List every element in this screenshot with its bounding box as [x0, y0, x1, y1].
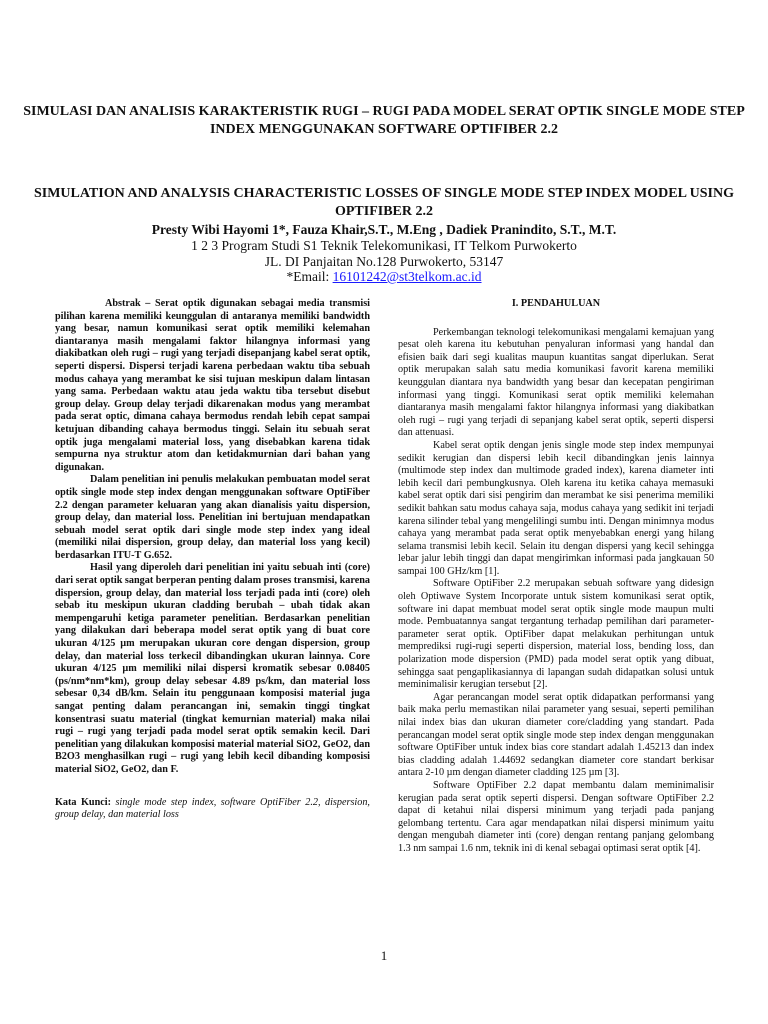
keywords	[55, 797, 370, 822]
email-label: *Email:	[286, 269, 330, 284]
affiliation: 1 2 3 Program Studi S1 Teknik Telekomunikasi, IT Telkom Purwokerto	[191, 238, 577, 253]
intro-paragraph: Agar perancangan model serat optik didapatkan performansi yang baik maka perlu memastikan nilai parameter yang sesuai, seperti pemilihan nilai index bias dan ukuran diameter core/cladding yang standart. Pada perancangan model serat optik single mode step index dengan menggunakan software OptiFiber untuk index bias core standart adalah 1.45213 dan index bias cladding adalah 1.44692 sedangkan diameter core standart berkisar antara 2-10 µm dengan diameter cladding 125 µm [3].	[398, 691, 714, 779]
address: JL. DI Panjaitan No.128 Purwokerto, 53147	[264, 254, 504, 269]
intro-paragraph: Perkembangan teknologi telekomunikasi mengalami kemajuan yang pesat oleh karena itu kebutuhan penyaluran informasi yang handal dan efisien baik dari segi kualitas maupun kuantitas sangat diperlukan. Serat optik merupakan salah satu media komunikasi favorit karena memiliki keunggulan diantara nya bandwidth yang besar dan kecepatan pengiriman informasi yang tinggi. Komunikasi serat optik memiliki kelemahan diantaranya masih mengalami faktor hilangnya informasi yang diakibatkan oleh rugi – rugi yang terjadi di sepanjang kabel serat optik, seperti dispersi dan attenuasi.	[398, 326, 714, 439]
intro-paragraph: Software OptiFiber 2.2 dapat membantu dalam meminimalisir kerugian pada serat optik seperti dispersi. Dengan software OptiFiber 2.2 dapat di ketahui nilai dispersi minimum yang terjadi pada panjang gelombang tertentu. Cara agar mendapatkan nilai dispersi minimum yaitu dengan mengubah diameter inti (core) dengan rentang panjang gelombang 1.3 nm sampai 1.6 nm, teknik ini di kenal sebagai optimasi serat optik [4].	[398, 779, 714, 854]
intro-paragraph: Software OptiFiber 2.2 merupakan sebuah software yang didesign oleh Optiwave System Incorporate untuk sistem komunikasi serat optik, software ini dapat membuat model serat optik single mode maupun multi mode. Pembuatannya sangat tergantung terhadap pemilihan dari parameter-parameter serat optik. OptiFiber dapat melakukan perhitungan untuk memprediksi rugi-rugi seperti dispersion, material loss, bending loss, dan polarization mode dispersion (PMD) pada model serat optik yang dibuat, sehingga saat pengaplikasiannya di lapangan sudah didapatkan solusi untuk meminimalisir kerugian tersebut [2].	[398, 578, 714, 691]
abstract-paragraph: Dalam penelitian ini penulis melakukan pembuatan model serat optik single mode step index dengan menggunakan software OptiFiber 2.2 dengan parameter keluaran yang akan dianalisis yaitu dispersion, group delay, dan material loss. Penelitian ini bertujuan mendapatkan sebuah model serat optik dari single mode step index yang ideal (memiliki nilai dispersion, group delay, dan material loss yang kecil) berdasarkan ITU-T G.652.	[55, 474, 370, 561]
intro-paragraph: Kabel serat optik dengan jenis single mode step index mempunyai sedikit kerugian dan dispersi lebih kecil dibandingkan jenis lainnya (multimode step index dan multimode graded index), karena diameter inti lebih kecil dari pembungkusnya. Oleh karena itu ketika cahaya memasuki kabel serat optik dari sisi pengirim dan merambat ke sisi penerima memiliki sedikit bahkan satu modus cahaya saja, modus cahaya yang sedikit ini terjadi karena silinder tebal yang mengelilingi sumbu inti. Dengan minimnya modus cahaya yang merambat pada serat optik menyebabkan energi yang hilang selama transmisi lebih kecil. Selain itu dengan dispersi yang kecil sehingga lebar jalur lebih tinggi dan dapat mengirimkan informasi pada jangkauan 50 sampai 100 GHz/km [1].	[398, 439, 714, 577]
authors: Presty Wibi Hayomi 1*, Fauza Khair,S.T., M.Eng , Dadiek Pranindito, S.T., M.T.	[151, 222, 617, 237]
page-number: 1	[380, 948, 388, 963]
section-title: I. PENDAHULUAN	[511, 298, 601, 309]
email-link[interactable]: 16101242@st3telkom.ac.id	[332, 269, 482, 284]
right-column	[398, 298, 714, 856]
title-indonesian: SIMULASI DAN ANALISIS KARAKTERISTIK RUGI – RUGI PADA MODEL SERAT OPTIK SINGLE MODE STEP INDEX MENGGUNAKAN SOFTWARE OPTIFIBER 2.2	[23, 104, 745, 137]
keywords-label: Kata Kunci:	[55, 796, 111, 808]
email-line	[0, 269, 768, 285]
keywords-text: single mode step index, software OptiFiber 2.2, dispersion, group delay, dan material loss	[55, 796, 370, 821]
left-column	[55, 298, 370, 822]
abstract-paragraph: Abstrak – Serat optik digunakan sebagai media transmisi pilihan karena memiliki keunggulan di antaranya memiliki bandwidth yang besar, namun komunikasi serat optik memiliki kelemahan diantaranya masih mengalami faktor hilangnya informasi yang diakibatkan oleh rugi – rugi yang terjadi disepanjang kabel serat optik, seperti dispersi. Dispersi terjadi karena perbedaan waktu tiba sebuah modus cahaya yang merambat ke sisi tujuan meskipun dalam lintasan yang sama. Perbedaan waktu atau jeda waktu tiba tersebut disebut group delay. Group delay terjadi dikarenakan modus yang merambat pada serat optic, dimana cahaya bermodus rendah lebih cepat sampai ketujuan dibanding cahaya bermodus tinggi. Selain itu sebuah serat optik juga mengalami material loss, yang disebabkan karena tidak sempurna nya struktur atom dan ketidakmurnian dari bahan yang digunakan.	[55, 298, 370, 473]
abstract-paragraph: Hasil yang diperoleh dari penelitian ini yaitu sebuah inti (core) dari serat optik sangat berperan penting dalam proses transmisi, karena dispersion, group delay, dan material loss terjadi pada inti (core) oleh sebab itu meskipun ukuran cladding berubah – ubah tidak akan mempengaruhi ketiga parameter penelitian. Berdasarkan penelitian yang dilakukan dari beberapa model serat optik yang di buat core ukuran 4/125 µm merupakan ukuran core dengan dispersion, group delay, dan material loss terkecil dibandingkan ukuran lainnya. Core ukuran 4/125 µm memiliki nilai dispersi kromatik sebesar 0.08405 (ps/nm*nm*km), group delay sebesar 4.89 ps/km, dan material loss sebesar 0,34 dB/km. Selain itu penggunaan komposisi material juga sangat penting dalam perancangan ini, semakin tinggi tingkat konsentrasi suatu material (tingkat kemurnian material) maka nilai rugi – rugi yang terjadi pada model serat optik semakin kecil. Dari penelitian yang dilakukan komposisi material material SiO2, GeO2, dan B2O3 menghasilkan rugi – rugi yang lebih kecil dibanding komposisi material SiO2, GeO2, dan F.	[55, 562, 370, 775]
title-english: SIMULATION AND ANALYSIS CHARACTERISTIC LOSSES OF SINGLE MODE STEP INDEX MODEL USING OPTIFIBER 2.2	[33, 186, 735, 219]
